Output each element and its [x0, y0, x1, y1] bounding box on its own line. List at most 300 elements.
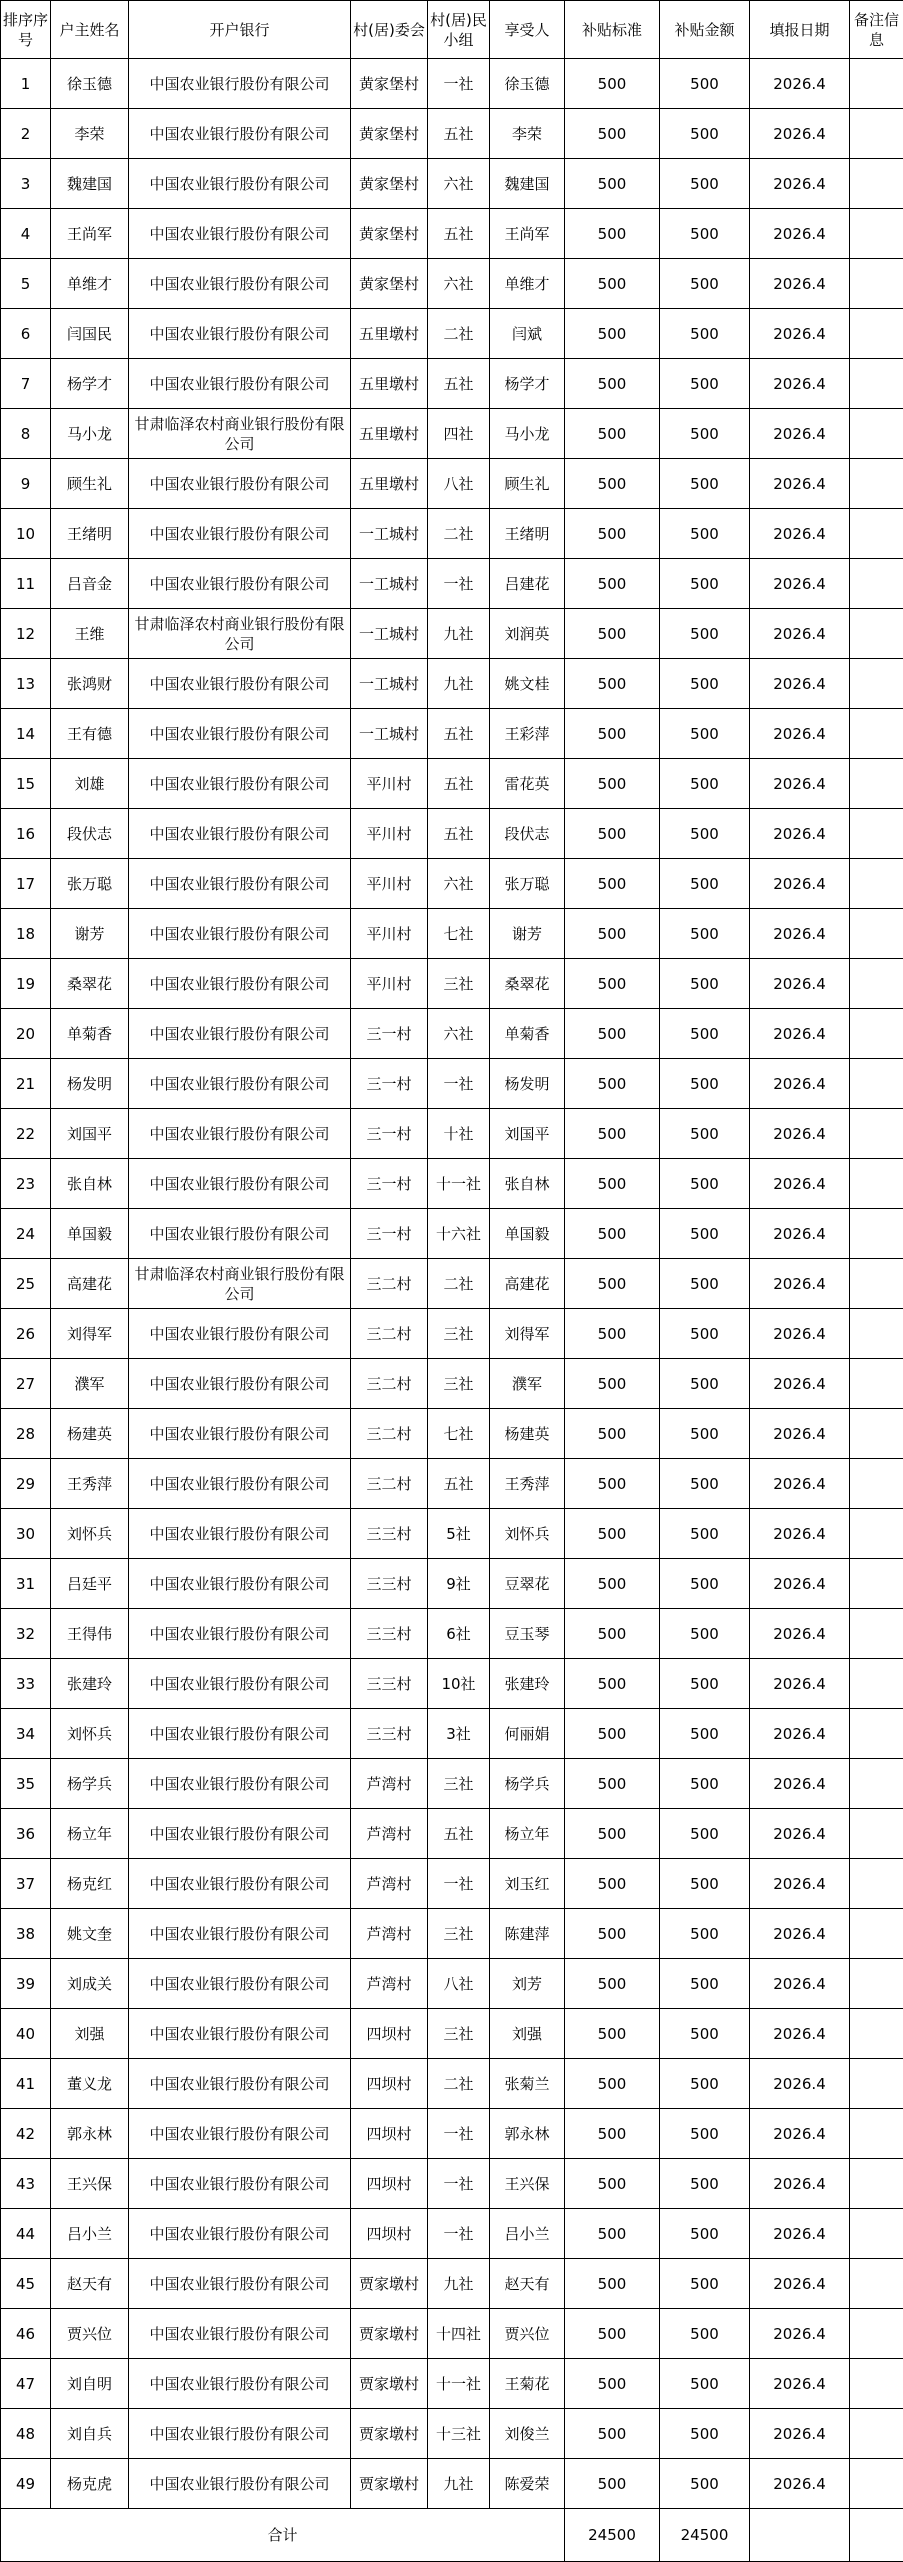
cell-village: 黄家堡村	[351, 259, 428, 309]
cell-standard: 500	[565, 509, 660, 559]
cell-date: 2026.4	[750, 159, 850, 209]
cell-beneficiary: 杨学兵	[490, 1759, 565, 1809]
cell-remark	[850, 1059, 903, 1109]
cell-index: 26	[1, 1309, 51, 1359]
cell-bank: 中国农业银行股份有限公司	[129, 209, 351, 259]
cell-bank: 中国农业银行股份有限公司	[129, 509, 351, 559]
cell-index: 24	[1, 1209, 51, 1259]
cell-remark	[850, 1159, 903, 1209]
cell-date: 2026.4	[750, 509, 850, 559]
table-row	[1, 1309, 903, 1359]
cell-standard: 500	[565, 459, 660, 509]
table-row	[1, 1709, 903, 1759]
cell-amount: 500	[660, 1759, 750, 1809]
cell-bank: 中国农业银行股份有限公司	[129, 59, 351, 109]
cell-bank: 中国农业银行股份有限公司	[129, 2259, 351, 2309]
cell-remark	[850, 2259, 903, 2309]
table-row	[1, 459, 903, 509]
table-row	[1, 1909, 903, 1959]
cell-standard: 500	[565, 2159, 660, 2209]
cell-beneficiary: 张自林	[490, 1159, 565, 1209]
cell-remark	[850, 1209, 903, 1259]
cell-beneficiary: 桑翠花	[490, 959, 565, 1009]
cell-amount: 500	[660, 609, 750, 659]
table-row	[1, 1009, 903, 1059]
cell-standard: 500	[565, 1859, 660, 1909]
cell-bank: 中国农业银行股份有限公司	[129, 1359, 351, 1409]
cell-date: 2026.4	[750, 459, 850, 509]
cell-amount: 500	[660, 109, 750, 159]
cell-householder: 张建玲	[51, 1659, 129, 1709]
cell-householder: 刘强	[51, 2009, 129, 2059]
cell-beneficiary: 刘玉红	[490, 1859, 565, 1909]
table-row	[1, 1409, 903, 1459]
cell-village: 贾家墩村	[351, 2409, 428, 2459]
cell-standard: 500	[565, 109, 660, 159]
cell-standard: 500	[565, 759, 660, 809]
table-row	[1, 2459, 903, 2509]
cell-householder: 王兴保	[51, 2159, 129, 2209]
cell-householder: 刘自明	[51, 2359, 129, 2409]
cell-beneficiary: 顾生礼	[490, 459, 565, 509]
cell-index: 46	[1, 2309, 51, 2359]
header-cell: 村(居)委会	[351, 1, 428, 59]
cell-index: 17	[1, 859, 51, 909]
cell-standard: 500	[565, 2409, 660, 2459]
cell-index: 29	[1, 1459, 51, 1509]
table-row	[1, 959, 903, 1009]
cell-date: 2026.4	[750, 609, 850, 659]
cell-householder: 刘怀兵	[51, 1509, 129, 1559]
cell-remark	[850, 559, 903, 609]
cell-householder: 郭永林	[51, 2109, 129, 2159]
cell-amount: 500	[660, 2059, 750, 2109]
cell-beneficiary: 杨立年	[490, 1809, 565, 1859]
cell-date: 2026.4	[750, 1459, 850, 1509]
cell-village: 四坝村	[351, 2109, 428, 2159]
cell-bank: 中国农业银行股份有限公司	[129, 309, 351, 359]
cell-group: 十三社	[428, 2409, 490, 2459]
cell-householder: 杨学兵	[51, 1759, 129, 1809]
cell-standard: 500	[565, 359, 660, 409]
cell-beneficiary: 贾兴位	[490, 2309, 565, 2359]
cell-householder: 单维才	[51, 259, 129, 309]
cell-group: 三社	[428, 1759, 490, 1809]
cell-householder: 杨发明	[51, 1059, 129, 1109]
cell-group: 五社	[428, 109, 490, 159]
cell-householder: 王有德	[51, 709, 129, 759]
cell-householder: 吕音金	[51, 559, 129, 609]
cell-remark	[850, 59, 903, 109]
cell-group: 5社	[428, 1509, 490, 1559]
cell-group: 九社	[428, 609, 490, 659]
cell-bank: 中国农业银行股份有限公司	[129, 809, 351, 859]
cell-amount: 500	[660, 809, 750, 859]
cell-date: 2026.4	[750, 1359, 850, 1409]
cell-amount: 500	[660, 1159, 750, 1209]
cell-standard: 500	[565, 1559, 660, 1609]
cell-bank: 中国农业银行股份有限公司	[129, 1659, 351, 1709]
cell-village: 一工城村	[351, 659, 428, 709]
cell-group: 五社	[428, 1459, 490, 1509]
cell-village: 三一村	[351, 1109, 428, 1159]
header-cell: 备注信息	[850, 1, 903, 59]
cell-beneficiary: 姚文桂	[490, 659, 565, 709]
cell-amount: 500	[660, 209, 750, 259]
cell-village: 五里墩村	[351, 309, 428, 359]
table-row	[1, 909, 903, 959]
cell-amount: 500	[660, 659, 750, 709]
cell-index: 28	[1, 1409, 51, 1459]
cell-householder: 张万聪	[51, 859, 129, 909]
cell-remark	[850, 1809, 903, 1859]
cell-group: 七社	[428, 909, 490, 959]
cell-householder: 桑翠花	[51, 959, 129, 1009]
cell-village: 四坝村	[351, 2209, 428, 2259]
total-label: 合计	[1, 2509, 565, 2562]
cell-date: 2026.4	[750, 2009, 850, 2059]
cell-index: 45	[1, 2259, 51, 2309]
cell-index: 16	[1, 809, 51, 859]
cell-standard: 500	[565, 1159, 660, 1209]
cell-beneficiary: 段伏志	[490, 809, 565, 859]
cell-date: 2026.4	[750, 1009, 850, 1059]
cell-village: 平川村	[351, 859, 428, 909]
cell-village: 三一村	[351, 1059, 428, 1109]
cell-date: 2026.4	[750, 959, 850, 1009]
cell-amount: 500	[660, 1109, 750, 1159]
cell-amount: 500	[660, 2359, 750, 2409]
cell-group: 八社	[428, 1959, 490, 2009]
table-row	[1, 809, 903, 859]
cell-standard: 500	[565, 2309, 660, 2359]
cell-village: 芦湾村	[351, 1909, 428, 1959]
cell-date: 2026.4	[750, 559, 850, 609]
cell-amount: 500	[660, 1409, 750, 1459]
cell-bank: 中国农业银行股份有限公司	[129, 1009, 351, 1059]
cell-bank: 中国农业银行股份有限公司	[129, 2209, 351, 2259]
cell-remark	[850, 1859, 903, 1909]
cell-index: 9	[1, 459, 51, 509]
cell-beneficiary: 刘芳	[490, 1959, 565, 2009]
cell-bank: 中国农业银行股份有限公司	[129, 1759, 351, 1809]
cell-standard: 500	[565, 859, 660, 909]
cell-bank: 中国农业银行股份有限公司	[129, 559, 351, 609]
cell-group: 一社	[428, 59, 490, 109]
cell-group: 七社	[428, 1409, 490, 1459]
cell-standard: 500	[565, 659, 660, 709]
cell-standard: 500	[565, 909, 660, 959]
cell-amount: 500	[660, 1009, 750, 1059]
total-remark-empty	[850, 2509, 903, 2562]
cell-group: 二社	[428, 309, 490, 359]
cell-beneficiary: 陈爱荣	[490, 2459, 565, 2509]
cell-date: 2026.4	[750, 1609, 850, 1659]
cell-date: 2026.4	[750, 759, 850, 809]
cell-beneficiary: 张建玲	[490, 1659, 565, 1709]
cell-date: 2026.4	[750, 2059, 850, 2109]
cell-beneficiary: 李荣	[490, 109, 565, 159]
cell-beneficiary: 陈建萍	[490, 1909, 565, 1959]
cell-date: 2026.4	[750, 1559, 850, 1609]
cell-village: 芦湾村	[351, 1959, 428, 2009]
cell-remark	[850, 1459, 903, 1509]
cell-village: 一工城村	[351, 509, 428, 559]
cell-bank: 中国农业银行股份有限公司	[129, 2359, 351, 2409]
cell-householder: 王得伟	[51, 1609, 129, 1659]
cell-remark	[850, 2009, 903, 2059]
cell-beneficiary: 张万聪	[490, 859, 565, 909]
cell-group: 四社	[428, 409, 490, 459]
cell-bank: 中国农业银行股份有限公司	[129, 1209, 351, 1259]
total-amount: 24500	[660, 2509, 750, 2562]
cell-standard: 500	[565, 2359, 660, 2409]
cell-index: 37	[1, 1859, 51, 1909]
cell-remark	[850, 2209, 903, 2259]
cell-amount: 500	[660, 2309, 750, 2359]
cell-village: 贾家墩村	[351, 2259, 428, 2309]
cell-householder: 吕小兰	[51, 2209, 129, 2259]
cell-village: 三一村	[351, 1209, 428, 1259]
cell-village: 四坝村	[351, 2059, 428, 2109]
cell-amount: 500	[660, 309, 750, 359]
cell-remark	[850, 2159, 903, 2209]
total-standard: 24500	[565, 2509, 660, 2562]
cell-bank: 中国农业银行股份有限公司	[129, 2009, 351, 2059]
cell-date: 2026.4	[750, 1509, 850, 1559]
table-row	[1, 2109, 903, 2159]
cell-group: 八社	[428, 459, 490, 509]
cell-remark	[850, 1659, 903, 1709]
cell-village: 黄家堡村	[351, 159, 428, 209]
cell-date: 2026.4	[750, 1859, 850, 1909]
cell-index: 10	[1, 509, 51, 559]
cell-date: 2026.4	[750, 109, 850, 159]
cell-householder: 王秀萍	[51, 1459, 129, 1509]
cell-amount: 500	[660, 709, 750, 759]
cell-village: 黄家堡村	[351, 209, 428, 259]
cell-group: 六社	[428, 259, 490, 309]
cell-standard: 500	[565, 1809, 660, 1859]
table-row	[1, 1959, 903, 2009]
cell-index: 27	[1, 1359, 51, 1409]
cell-beneficiary: 徐玉德	[490, 59, 565, 109]
cell-village: 三一村	[351, 1159, 428, 1209]
cell-date: 2026.4	[750, 2309, 850, 2359]
cell-remark	[850, 1009, 903, 1059]
cell-group: 3社	[428, 1709, 490, 1759]
cell-bank: 中国农业银行股份有限公司	[129, 2459, 351, 2509]
total-row	[1, 2509, 903, 2562]
cell-remark	[850, 809, 903, 859]
cell-householder: 吕廷平	[51, 1559, 129, 1609]
cell-index: 8	[1, 409, 51, 459]
cell-village: 芦湾村	[351, 1859, 428, 1909]
cell-index: 35	[1, 1759, 51, 1809]
cell-standard: 500	[565, 59, 660, 109]
cell-index: 41	[1, 2059, 51, 2109]
cell-standard: 500	[565, 709, 660, 759]
cell-beneficiary: 单国毅	[490, 1209, 565, 1259]
cell-amount: 500	[660, 559, 750, 609]
cell-householder: 李荣	[51, 109, 129, 159]
cell-bank: 中国农业银行股份有限公司	[129, 759, 351, 809]
cell-group: 一社	[428, 1059, 490, 1109]
cell-index: 39	[1, 1959, 51, 2009]
cell-group: 9社	[428, 1559, 490, 1609]
cell-group: 六社	[428, 1009, 490, 1059]
table-row	[1, 659, 903, 709]
table-row	[1, 2209, 903, 2259]
cell-date: 2026.4	[750, 1909, 850, 1959]
cell-date: 2026.4	[750, 59, 850, 109]
cell-group: 一社	[428, 559, 490, 609]
cell-standard: 500	[565, 209, 660, 259]
cell-amount: 500	[660, 359, 750, 409]
cell-householder: 高建花	[51, 1259, 129, 1309]
cell-village: 三一村	[351, 1009, 428, 1059]
cell-village: 一工城村	[351, 609, 428, 659]
cell-householder: 杨立年	[51, 1809, 129, 1859]
cell-bank: 中国农业银行股份有限公司	[129, 1609, 351, 1659]
cell-amount: 500	[660, 1859, 750, 1909]
cell-index: 36	[1, 1809, 51, 1859]
cell-index: 30	[1, 1509, 51, 1559]
cell-amount: 500	[660, 1909, 750, 1959]
cell-standard: 500	[565, 559, 660, 609]
cell-amount: 500	[660, 2109, 750, 2159]
cell-bank: 中国农业银行股份有限公司	[129, 159, 351, 209]
table-row	[1, 209, 903, 259]
cell-village: 贾家墩村	[351, 2459, 428, 2509]
cell-index: 31	[1, 1559, 51, 1609]
cell-standard: 500	[565, 1909, 660, 1959]
cell-amount: 500	[660, 2459, 750, 2509]
cell-bank: 中国农业银行股份有限公司	[129, 259, 351, 309]
cell-amount: 500	[660, 1309, 750, 1359]
cell-index: 21	[1, 1059, 51, 1109]
table-row	[1, 1209, 903, 1259]
cell-date: 2026.4	[750, 2409, 850, 2459]
table-row	[1, 1159, 903, 1209]
cell-village: 平川村	[351, 759, 428, 809]
cell-village: 三三村	[351, 1559, 428, 1609]
cell-village: 三二村	[351, 1409, 428, 1459]
cell-amount: 500	[660, 1959, 750, 2009]
cell-index: 42	[1, 2109, 51, 2159]
cell-bank: 中国农业银行股份有限公司	[129, 1709, 351, 1759]
cell-village: 一工城村	[351, 709, 428, 759]
cell-householder: 刘怀兵	[51, 1709, 129, 1759]
cell-group: 十六社	[428, 1209, 490, 1259]
cell-householder: 董义龙	[51, 2059, 129, 2109]
cell-standard: 500	[565, 1759, 660, 1809]
table-row	[1, 309, 903, 359]
cell-amount: 500	[660, 1659, 750, 1709]
table-row	[1, 59, 903, 109]
table-row	[1, 2359, 903, 2409]
cell-village: 平川村	[351, 959, 428, 1009]
cell-beneficiary: 王兴保	[490, 2159, 565, 2209]
cell-beneficiary: 王秀萍	[490, 1459, 565, 1509]
cell-amount: 500	[660, 1459, 750, 1509]
cell-standard: 500	[565, 1359, 660, 1409]
cell-remark	[850, 409, 903, 459]
cell-village: 三二村	[351, 1459, 428, 1509]
cell-amount: 500	[660, 1359, 750, 1409]
table-row	[1, 2409, 903, 2459]
cell-bank: 中国农业银行股份有限公司	[129, 459, 351, 509]
cell-bank: 中国农业银行股份有限公司	[129, 1409, 351, 1459]
cell-index: 44	[1, 2209, 51, 2259]
header-cell: 补贴金额	[660, 1, 750, 59]
cell-remark	[850, 1309, 903, 1359]
cell-village: 芦湾村	[351, 1809, 428, 1859]
cell-beneficiary: 濮军	[490, 1359, 565, 1409]
cell-village: 五里墩村	[351, 409, 428, 459]
cell-remark	[850, 2459, 903, 2509]
cell-index: 22	[1, 1109, 51, 1159]
cell-householder: 刘成关	[51, 1959, 129, 2009]
table-row	[1, 509, 903, 559]
cell-index: 47	[1, 2359, 51, 2409]
cell-beneficiary: 马小龙	[490, 409, 565, 459]
cell-remark	[850, 659, 903, 709]
cell-beneficiary: 刘俊兰	[490, 2409, 565, 2459]
cell-index: 40	[1, 2009, 51, 2059]
cell-bank: 中国农业银行股份有限公司	[129, 1159, 351, 1209]
cell-beneficiary: 豆翠花	[490, 1559, 565, 1609]
cell-date: 2026.4	[750, 2159, 850, 2209]
cell-amount: 500	[660, 1809, 750, 1859]
table-row	[1, 859, 903, 909]
cell-date: 2026.4	[750, 1809, 850, 1859]
cell-beneficiary: 张菊兰	[490, 2059, 565, 2109]
cell-standard: 500	[565, 2259, 660, 2309]
cell-beneficiary: 高建花	[490, 1259, 565, 1309]
cell-group: 二社	[428, 2059, 490, 2109]
table-row	[1, 409, 903, 459]
cell-standard: 500	[565, 2009, 660, 2059]
table-row	[1, 1859, 903, 1909]
cell-date: 2026.4	[750, 1659, 850, 1709]
cell-householder: 王尚军	[51, 209, 129, 259]
cell-householder: 马小龙	[51, 409, 129, 459]
cell-bank: 中国农业银行股份有限公司	[129, 1309, 351, 1359]
cell-index: 20	[1, 1009, 51, 1059]
cell-beneficiary: 王菊花	[490, 2359, 565, 2409]
cell-remark	[850, 1609, 903, 1659]
cell-householder: 刘雄	[51, 759, 129, 809]
cell-group: 五社	[428, 1809, 490, 1859]
table-row	[1, 1609, 903, 1659]
cell-householder: 谢芳	[51, 909, 129, 959]
table-row	[1, 1659, 903, 1709]
cell-group: 10社	[428, 1659, 490, 1709]
cell-village: 黄家堡村	[351, 109, 428, 159]
cell-amount: 500	[660, 2409, 750, 2459]
cell-householder: 刘自兵	[51, 2409, 129, 2459]
cell-index: 38	[1, 1909, 51, 1959]
cell-village: 三二村	[351, 1359, 428, 1409]
cell-householder: 单菊香	[51, 1009, 129, 1059]
cell-date: 2026.4	[750, 1109, 850, 1159]
header-cell: 享受人	[490, 1, 565, 59]
cell-standard: 500	[565, 959, 660, 1009]
cell-index: 18	[1, 909, 51, 959]
cell-group: 十社	[428, 1109, 490, 1159]
cell-householder: 杨克红	[51, 1859, 129, 1909]
